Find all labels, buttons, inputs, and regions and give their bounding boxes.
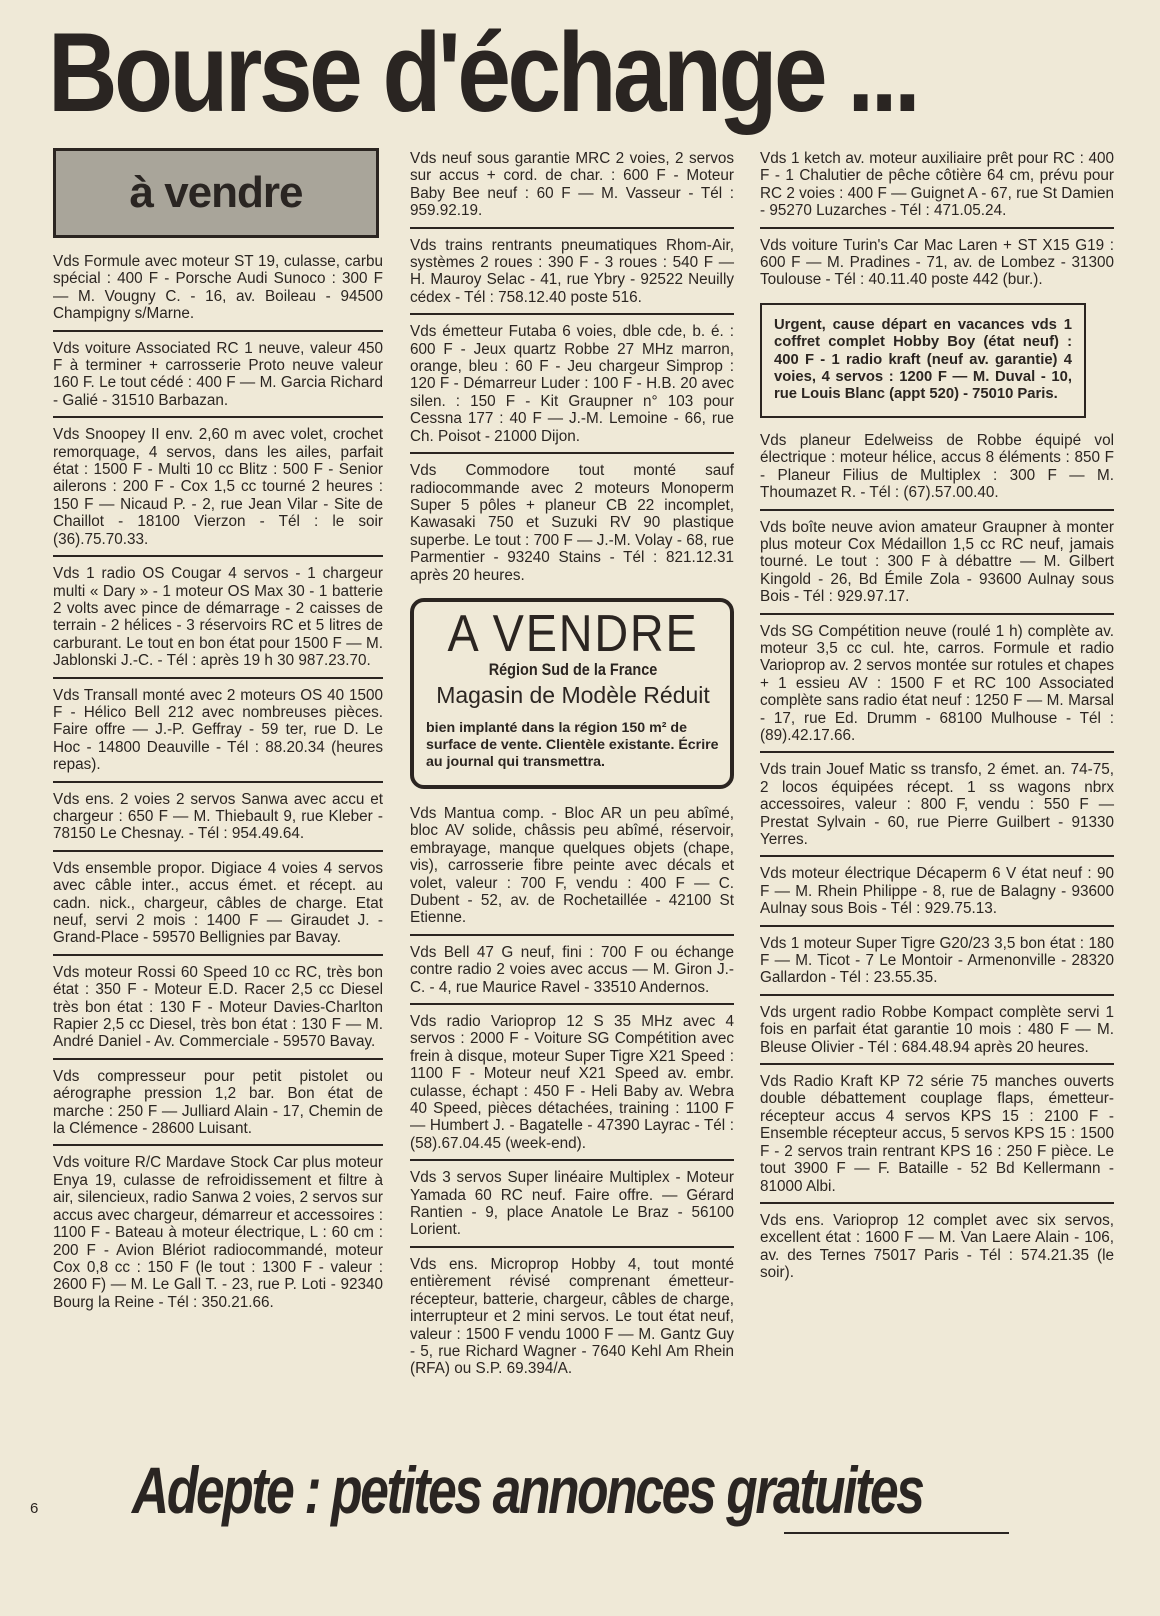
box-description: bien implanté dans la région 150 m² de surface de vente. Clientèle existante. Écrire au journal qui transmettra. <box>426 719 719 770</box>
ad-divider <box>53 781 383 783</box>
classified-ad: Vds Formule avec moteur ST 19, culasse, carbu spécial : 400 F - Porsche Audi Sunoco : 300 F — M. Vougny C. - 16, av. Boileau - 94500 Champigny s/Marne. <box>53 253 383 323</box>
classified-ad: Vds urgent radio Robbe Kompact complète servi 1 fois en parfait état garantie 10 mois : 480 F — M. Bleuse Olivier - Tél : 684.48.94 après 20 heures. <box>760 1003 1114 1056</box>
page-title: Bourse d'échange ... <box>48 10 918 135</box>
ad-divider <box>760 925 1114 927</box>
box-region: Région Sud de la France <box>488 659 658 679</box>
ad-divider <box>410 1246 734 1248</box>
ad-divider <box>760 613 1114 615</box>
classified-ad: Vds Commodore tout monté sauf radiocommande avec 2 moteurs Monoperm Super 5 pôles + planeur CB 22 incomplet, Kawasaki 750 et Suzuki RV 90 plastique superbe. Le tout : 700 F — J.-M. Volay - 68, rue Parmentier - 93240 Stains - Tél : 821.12.31 après 20 heures. <box>410 462 734 584</box>
ad-divider <box>410 313 734 315</box>
classified-ad: Vds SG Compétition neuve (roulé 1 h) complète av. moteur 3,5 cc cul. hte, carros. Formule et radio Varioprop av. 2 servos montée sur rotules et chapes + 1 essieu AV : 1500 F et RC 100 Associated complète sans radio état neuf : 1250 F — M. Marsal - 17, rue Ed. Drumm - 68100 Mulhouse - Tél : (89).42.17.66. <box>760 622 1114 744</box>
ad-divider <box>410 452 734 454</box>
classified-ad: Vds ensemble propor. Digiace 4 voies 4 servos avec câble inter., accus émet. et récept. au cadn. nick., chargeur, câbles de charge. Etat neuf, servi 2 mois : 1400 F — Giraudet J. - Grand-Place - 59570 Bellignies par Bavay. <box>53 859 383 947</box>
ad-divider <box>53 1144 383 1146</box>
classified-ad: Vds Mantua comp. - Bloc AR un peu abîmé, bloc AV solide, châssis peu abîmé, réservoir, embrayage, manque quelques objets (chape, vis), carrosserie fibre peinte avec décals et volet, valeur : 700 F, vendu : 400 F — C. Dubent - 52, av. de Rochetaillée - 42100 St Etienne. <box>410 804 734 927</box>
ad-divider <box>760 227 1114 229</box>
ad-divider <box>760 751 1114 753</box>
ad-divider <box>53 954 383 956</box>
classified-ad: Vds voiture Turin's Car Mac Laren + ST X15 G19 : 600 F — M. Pradines - 71, av. de Lombez - 31300 Toulouse - Tél : 40.11.40 poste 442 (bur.). <box>760 236 1114 289</box>
classified-ad: Vds compresseur pour petit pistolet ou aérographe pression 1,2 bar. Bon état de marche : 250 F — Julliard Alain - 17, Chemin de la Clémence - 28600 Luisant. <box>53 1067 383 1138</box>
urgent-ad-box: Urgent, cause départ en vacances vds 1 coffret complet Hobby Boy (état neuf) : 400 F - 1 radio kraft (neuf av. garantie) 4 voies, 4 servos : 1200 F — M. Duval - 10, rue Louis Blanc (appt 520) - 75010 Paris. <box>760 303 1086 418</box>
ad-divider <box>410 227 734 229</box>
classified-ad: Vds Bell 47 G neuf, fini : 700 F ou échange contre radio 2 voies avec accus — M. Giron J.-C. - 4, rue Maurice Ravel - 33510 Andernos. <box>410 943 734 996</box>
section-label: à vendre <box>129 168 303 217</box>
classified-ad: Vds moteur Rossi 60 Speed 10 cc RC, très bon état : 350 F - Moteur E.D. Racer 2,5 cc Diesel très bon état : 130 F - Moteur Davies-Charlton Rapier 2,5 cc Diesel, très bon état : 130 F — M. André Daniel - Av. Commerciale - 59570 Bavay. <box>53 963 383 1051</box>
classified-ad: Vds Snoopey II env. 2,60 m avec volet, crochet remorquage, 4 servos, dans les ailes, parfait état : 1500 F - Multi 10 cc Blitz : 500 F - Senior ailerons : 200 F - Cox 1,5 cc tourné 2 heures : 150 F — Nicaud P. - 2, rue Jean Vilar - Site de Chaillot - 18100 Vierzon - Tél : le soir (36).75.70.33. <box>53 426 383 548</box>
classified-ad: Vds trains rentrants pneumatiques Rhom-Air, systèmes 2 roues : 390 F - 3 roues : 540 F — H. Mauroy Selac - 41, rue Ybry - 92522 Neuilly cédex - Tél : 758.12.40 poste 516. <box>410 236 734 306</box>
classified-ad: Vds émetteur Futaba 6 voies, dble cde, b. é. : 600 F - Jeux quartz Robbe 27 MHz marron, orange, bleu : 60 F - Jeu chargeur Simprop : 120 F - Démarreur Luder : 100 F - H.B. 20 avec silen. : 150 F - Kit Graupner n° 103 pour Cessna 177 : 40 F — J.-M. Lemoine - 66, rue Ch. Poisot - 21000 Dijon. <box>410 323 734 445</box>
ad-divider <box>53 555 383 557</box>
section-banner <box>53 148 379 238</box>
box-headline: A VENDRE <box>447 604 699 663</box>
classified-ad: Vds Radio Kraft KP 72 série 75 manches ouverts double débattement couplage flaps, émetteur-récepteur accus 4 servos KPS 15 : 2100 F - Ensemble récepteur accus, 5 servos KPS 15 : 1500 F - 2 servos train rentrant KPS 16 : 250 F pièce. Le tout 3900 F — F. Bataille - 52 Bd Kellermann - 81000 Albi. <box>760 1073 1114 1195</box>
classified-ad: Vds planeur Edelweiss de Robbe équipé vol électrique : moteur hélice, accus 8 éléments : 850 F - Planeur Filius de Multiplex : 300 F — M. Thoumazet R. - Tél : (67).57.00.40. <box>760 431 1114 502</box>
page-number: 6 <box>30 1500 39 1517</box>
classified-ad: Vds ens. 2 voies 2 servos Sanwa avec accu et chargeur : 650 F — M. Thiebault 9, rue Kleber - 78150 Le Chesnay. - Tél : 954.49.64. <box>53 790 383 843</box>
classified-ad: Vds voiture Associated RC 1 neuve, valeur 450 F à terminer + carrosserie Proto neuve valeur 160 F. Le tout cédé : 400 F — M. Garcia Richard - Galié - 31510 Barbazan. <box>53 339 383 409</box>
classified-ad: Vds moteur électrique Décaperm 6 V état neuf : 90 F — M. Rhein Philippe - 8, rue de Balagny - 93600 Aulnay sous Bois - Tél : 929.75.13. <box>760 865 1114 918</box>
classified-ad: Vds ens. Varioprop 12 complet avec six servos, excellent état : 1600 F — M. Van Laere Alain - 106, av. des Ternes 75017 Paris - Tél : 574.21.35 (le soir). <box>760 1211 1114 1282</box>
classified-ad: Vds radio Varioprop 12 S 35 MHz avec 4 servos : 2000 F - Voiture SG Compétition avec frein à disque, moteur Super Tigre X21 Speed : 1100 F - Moteur neuf X21 Speed av. embr. culasse, échapt : 450 F - Heli Baby av. Webra 40 Speed, pièces détachées, training : 1100 F — Humbert J. - Bagatelle - 47390 Layrac - Tél : (58).67.04.45 (week-end). <box>410 1013 734 1152</box>
ad-divider <box>410 934 734 936</box>
ad-divider <box>760 1063 1114 1065</box>
footer-slogan: Adepte : petites annonces gratuites <box>132 1453 923 1527</box>
slogan-underline <box>784 1532 1009 1534</box>
shop-for-sale-box <box>410 598 734 789</box>
column-1 <box>53 148 383 1311</box>
column-2 <box>410 150 734 1378</box>
ad-divider <box>410 1159 734 1161</box>
ad-divider <box>760 509 1114 511</box>
classified-ad: Vds neuf sous garantie MRC 2 voies, 2 servos sur accus + cord. de char. : 600 F - Moteur Baby Bee neuf : 60 F — M. Vasseur - Tél : 959.92.19. <box>410 150 734 220</box>
ad-divider <box>53 330 383 332</box>
classified-ad: Vds 1 ketch av. moteur auxiliaire prêt pour RC : 400 F - 1 Chalutier de pêche côtière 64 cm, prévu pour RC 2 voies : 400 F — Guignet A - 67, rue St Damien - 95270 Luzarches - Tél : 471.05.24. <box>760 150 1114 220</box>
classified-ad: Vds voiture R/C Mardave Stock Car plus moteur Enya 19, culasse de refroidissement et filtre à air, silencieux, radio Sanwa 2 voies, 2 servos sur accus avec chargeur, démarreur et accessoires : 1100 F - Bateau à moteur électrique, L : 60 cm : 200 F - Avion Blériot radiocommandé, moteur Cox 0,8 cc : 150 F (le tout : 1300 F - valeur : 2600 F) — M. Le Gall T. - 23, rue P. Loti - 92340 Bourg la Reine - Tél : 350.21.66. <box>53 1154 383 1311</box>
ad-divider <box>53 416 383 418</box>
classified-ad: Vds 3 servos Super linéaire Multiplex - Moteur Yamada 60 RC neuf. Faire offre. — Gérard Rantien - 9, place Anatole Le Braz - 56100 Lorient. <box>410 1169 734 1239</box>
ad-divider <box>53 677 383 679</box>
column-3 <box>760 150 1114 1282</box>
ad-divider <box>760 1202 1114 1204</box>
classified-ad: Vds Transall monté avec 2 moteurs OS 40 1500 F - Hélico Bell 212 avec nombreuses pièces. Faire offre — J.-P. Geffray - 59 ter, rue D. Le Hoc - 14800 Deauville - Tél : 88.20.34 (heures repas). <box>53 686 383 774</box>
classified-ad: Vds 1 moteur Super Tigre G20/23 3,5 bon état : 180 F — M. Ticot - 7 Le Montoir - Armenonville - 28320 Gallardon - Tél : 23.55.35. <box>760 934 1114 987</box>
classified-ad: Vds train Jouef Matic ss transfo, 2 émet. an. 74-75, 2 locos équipées récept. 1 ss wagons nbrx accessoires, valeur : 800 F, vendu : 550 F — Prestat Sylvain - 60, rue Pierre Guilbert - 91330 Yerres. <box>760 761 1114 848</box>
ad-divider <box>53 1058 383 1060</box>
ad-divider <box>410 1003 734 1005</box>
box-business: Magasin de Modèle Réduit <box>436 681 710 708</box>
classified-ad: Vds ens. Microprop Hobby 4, tout monté entièrement révisé comprenant émetteur-récepteur, batterie, chargeur, câbles de charge, interrupteur et 2 mini servos. Le tout état neuf, valeur : 1500 F vendu 1000 F — M. Gantz Guy - 5, rue Richard Wagner - 7640 Kehl Am Rhein (RFA) ou S.P. 69.394/A. <box>410 1255 734 1378</box>
ad-divider <box>760 855 1114 857</box>
classified-ad: Vds boîte neuve avion amateur Graupner à monter plus moteur Cox Médaillon 1,5 cc RC neuf, jamais tourné. Le tout : 300 F à débattre — M. Gilbert Kingold - 26, Bd Émile Zola - 93600 Aulnay sous Bois - Tél : 929.97.17. <box>760 518 1114 606</box>
ad-divider <box>760 994 1114 996</box>
ad-divider <box>53 850 383 852</box>
classified-ad: Vds 1 radio OS Cougar 4 servos - 1 chargeur multi « Dary » - 1 moteur OS Max 30 - 1 batterie 2 volts avec pince de démarrage - 2 caisses de terrain - 2 hélices - 3 réservoirs RC et 5 litres de carburant. Le tout en bon état pour 1500 F — M. Jablonski J.-C. - Tél : après 19 h 30 987.23.70. <box>53 565 383 670</box>
